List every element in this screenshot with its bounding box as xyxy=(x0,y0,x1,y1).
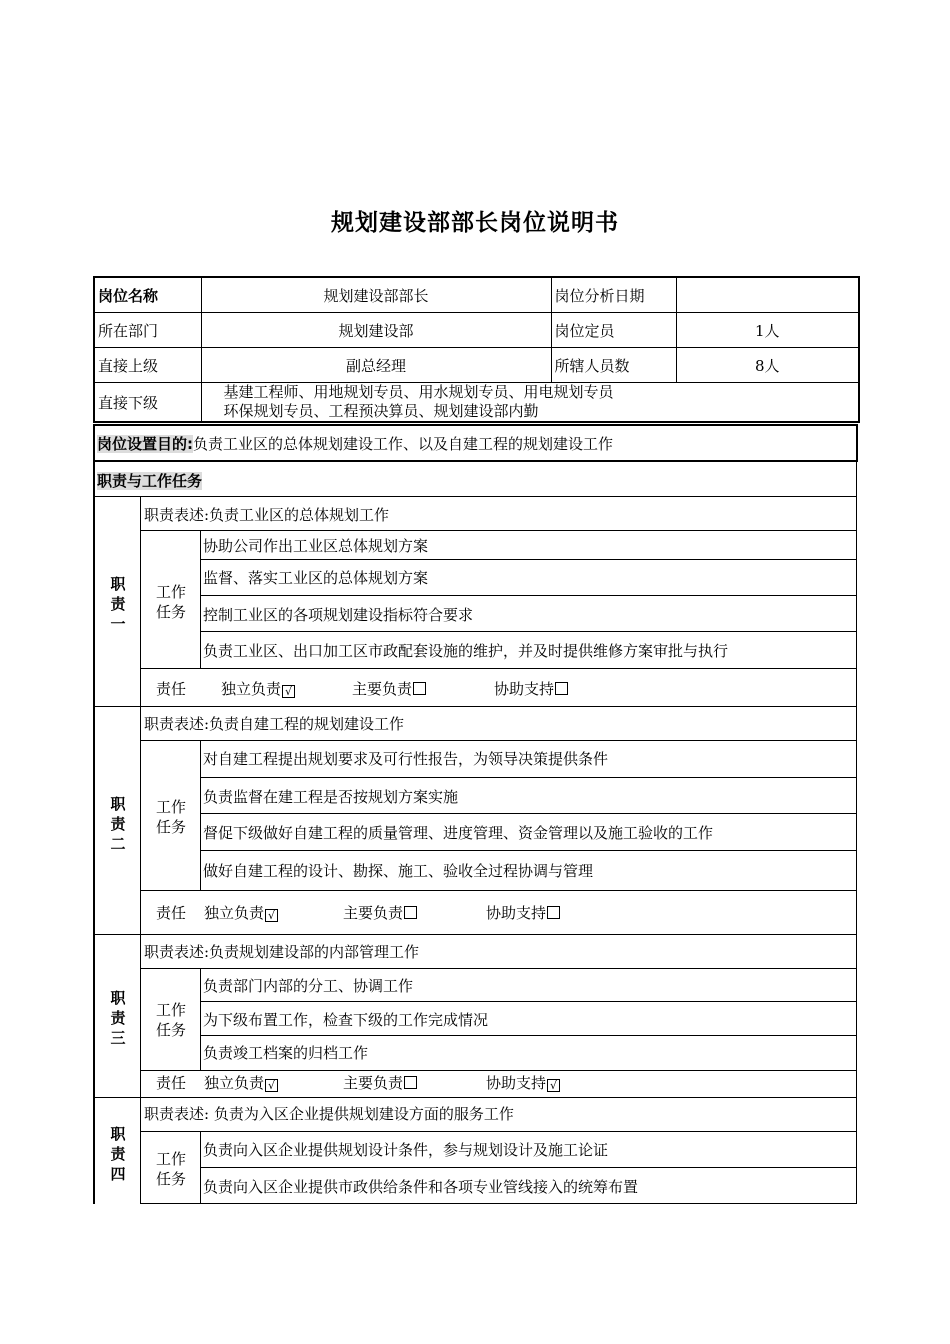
independent-checkbox[interactable]: √ xyxy=(282,685,295,698)
table-row xyxy=(94,383,859,423)
task-column-line xyxy=(200,530,201,668)
task-column-line xyxy=(200,740,201,890)
divider xyxy=(140,968,857,969)
duty-2-assist: 协助支持 xyxy=(486,904,560,922)
table-row xyxy=(94,313,859,348)
purpose-row xyxy=(97,435,613,453)
duty-1-task: 控制工业区的各项规划建设指标符合要求 xyxy=(203,606,474,624)
duty-1-independent: 独立负责 √ xyxy=(221,680,295,698)
duty-1-task: 负责工业区、出口加工区市政配套设施的维护，并及时提供维修方案审批与执行 xyxy=(203,642,729,660)
staffing-value: 1人 xyxy=(676,313,859,348)
superior-label: 直接上级 xyxy=(94,348,201,383)
divider xyxy=(140,1131,857,1132)
duty-4-tasks-label: 工作 任务 xyxy=(155,1150,186,1188)
duty-1-name: 职 责 一 xyxy=(110,575,126,633)
analysis-date-label: 岗位分析日期 xyxy=(551,277,676,313)
post-name-label: 岗位名称 xyxy=(94,277,201,313)
purpose-text: 负责工业区的总体规划建设工作、以及自建工程的规划建设工作 xyxy=(193,435,614,453)
duty-1-statement: 职责表述:负责工业区的总体规划工作 xyxy=(144,506,390,524)
duty-3-task: 为下级布置工作，检查下级的工作完成情况 xyxy=(203,1011,489,1029)
subordinates-line: 基建工程师、用地规划专员、用水规划专员、用电规划专员 xyxy=(223,383,614,401)
right-border-top xyxy=(856,424,858,462)
duty-separator xyxy=(93,1097,857,1098)
duty-1-task: 监督、落实工业区的总体规划方案 xyxy=(203,569,429,587)
table-row xyxy=(94,277,859,313)
duty-1-resp-label: 责任 xyxy=(156,680,187,698)
duty-4-task: 负责向入区企业提供市政供给条件和各项专业管线接入的统筹布置 xyxy=(203,1178,639,1196)
divider xyxy=(200,595,857,596)
duty-3-assist: 协助支持 √ xyxy=(486,1074,560,1092)
department-value: 规划建设部 xyxy=(201,313,551,348)
analysis-date-value xyxy=(676,277,859,313)
divider xyxy=(200,777,857,778)
duty-2-resp-label: 责任 xyxy=(156,904,187,922)
duty-2-task: 督促下级做好自建工程的质量管理、进度管理、资金管理以及施工验收的工作 xyxy=(203,824,714,842)
assist-checkbox[interactable] xyxy=(555,682,568,695)
duty-2-name: 职 责 二 xyxy=(110,795,126,853)
divider xyxy=(200,1035,857,1036)
divider xyxy=(140,1203,857,1204)
divider xyxy=(200,813,857,814)
divider xyxy=(200,559,857,560)
duty-2-tasks-label: 工作 任务 xyxy=(155,798,186,836)
duty-3-statement: 职责表述:负责规划建设部的内部管理工作 xyxy=(144,943,420,961)
divider xyxy=(140,890,857,891)
duty-3-name: 职 责 三 xyxy=(110,989,126,1047)
duty-3-independent: 独立负责 √ xyxy=(204,1074,278,1092)
staffing-label: 岗位定员 xyxy=(551,313,676,348)
independent-checkbox[interactable]: √ xyxy=(265,1079,278,1092)
right-border xyxy=(856,460,857,1204)
task-column-line xyxy=(200,968,201,1070)
duty-4-statement: 职责表述: 负责为入区企业提供规划建设方面的服务工作 xyxy=(144,1105,514,1123)
main-checkbox[interactable] xyxy=(404,906,417,919)
duty-3-tasks-label: 工作 任务 xyxy=(155,1001,186,1039)
job-info-table xyxy=(93,276,860,423)
divider xyxy=(140,1070,857,1071)
subordinates-label: 直接下级 xyxy=(94,383,201,423)
post-name-value: 规划建设部部长 xyxy=(201,277,551,313)
duty-4-task: 负责向入区企业提供规划设计条件，参与规划设计及施工论证 xyxy=(203,1141,609,1159)
divider xyxy=(200,1001,857,1002)
duty-3-task: 负责部门内部的分工、协调工作 xyxy=(203,977,414,995)
duty-separator xyxy=(93,706,857,707)
duty-2-task: 做好自建工程的设计、勘探、施工、验收全过程协调与管理 xyxy=(203,862,594,880)
table-row xyxy=(94,348,859,383)
purpose-bottom-border xyxy=(93,460,858,462)
assist-checkbox[interactable]: √ xyxy=(547,1079,560,1092)
page-title: 规划建设部部长岗位说明书 xyxy=(331,210,619,236)
divider xyxy=(140,530,857,531)
assist-checkbox[interactable] xyxy=(547,906,560,919)
duty-2-independent: 独立负责 √ xyxy=(204,904,278,922)
divider xyxy=(200,631,857,632)
duties-header-bottom xyxy=(93,496,857,497)
main-checkbox[interactable] xyxy=(413,682,426,695)
divider xyxy=(200,850,857,851)
duty-3-resp-label: 责任 xyxy=(156,1074,187,1092)
duty-2-main: 主要负责 xyxy=(343,904,417,922)
duty-1-task: 协助公司作出工业区总体规划方案 xyxy=(203,537,429,555)
duty-1-main: 主要负责 xyxy=(352,680,426,698)
subordinates-value xyxy=(201,383,859,423)
divider xyxy=(140,668,857,669)
duty-2-task: 负责监督在建工程是否按规划方案实施 xyxy=(203,788,459,806)
duty-4-name: 职 责 四 xyxy=(110,1125,126,1183)
duty-2-statement: 职责表述:负责自建工程的规划建设工作 xyxy=(144,715,405,733)
duty-separator xyxy=(93,934,857,935)
duty-3-main: 主要负责 xyxy=(343,1074,417,1092)
duty-2-task: 对自建工程提出规划要求及可行性报告，为领导决策提供条件 xyxy=(203,750,609,768)
superior-value: 副总经理 xyxy=(201,348,551,383)
purpose-label: 岗位设置目的: xyxy=(97,435,193,453)
department-label: 所在部门 xyxy=(94,313,201,348)
subordinates-line: 环保规划专员、工程预决算员、规划建设部内勤 xyxy=(223,402,539,420)
divider xyxy=(200,1167,857,1168)
subordinate-count-label: 所辖人员数 xyxy=(551,348,676,383)
subordinate-count-value: 8人 xyxy=(676,348,859,383)
purpose-top-border xyxy=(93,424,858,426)
independent-checkbox[interactable]: √ xyxy=(265,909,278,922)
duty-1-assist: 协助支持 xyxy=(494,680,568,698)
duties-header: 职责与工作任务 xyxy=(97,472,203,490)
duty-3-task: 负责竣工档案的归档工作 xyxy=(203,1044,369,1062)
duty-1-tasks-label: 工作 任务 xyxy=(155,583,186,621)
main-checkbox[interactable] xyxy=(404,1076,417,1089)
divider xyxy=(140,740,857,741)
